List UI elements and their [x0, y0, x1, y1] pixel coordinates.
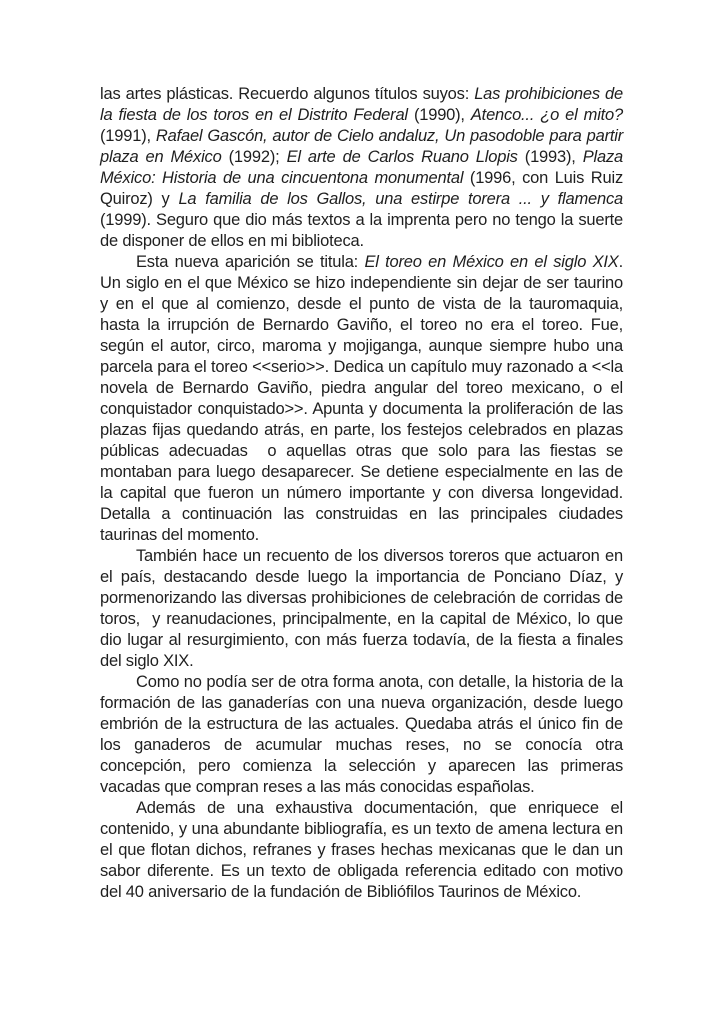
text-run: (1993), — [517, 148, 583, 166]
text-run: (1992); — [221, 148, 287, 166]
text-run: Como no podía ser de otra forma anota, con detalle, la historia de la formación de las ganaderías con una nueva organización, desde luego embrión de la estructura de las actuales. Quedaba atrás el único fin de los ganaderos de acumular muchas reses, no se conocía otra concepción, pero comienza la selección y aparecen las primeras vacadas que compran reses a las más conocidas españolas. — [100, 673, 628, 796]
text-run: (1991), — [100, 106, 628, 145]
italic-text-run: Rafael Gascón, autor de Cielo andaluz, Un pasodoble para partir plaza en México — [100, 127, 628, 166]
text-run: Además de una exhaustiva documentación, que enriquece el contenido, y una abundante bibliografía, es un texto de amena lectura en el que flotan dichos, refranes y frases hechas mexicanas que le dan un sabor diferente. Es un texto de obligada referencia editado con motivo del 40 aniversario de la fundación de Bibliófilos Taurinos de México. — [100, 799, 628, 901]
document-body — [100, 84, 628, 903]
text-run: . Un siglo en el que México se hizo independiente sin dejar de ser taurino y en el que al comienzo, desde el punto de vista de la tauromaquia, hasta la irrupción de Bernardo Gaviño, el toreo no era el toreo. Fue, según el autor, circo, maroma y mojiganga, aunque siempre hubo una parcela para el toreo <<serio>>. Dedica un capítulo muy razonado a <<la novela de Bernardo Gaviño, piedra angular del toreo mexicano, o el conquistador conquistado>>. Apunta y documenta la proliferación de las plazas fijas quedando atrás, en parte, los festejos celebrados en plazas públicas adecuadas o aquellas otras que solo para las fiestas se montaban para luego desaparecer. Se detiene especialmente en las de la capital que fueron un número importante y con diversa longevidad. Detalla a continuación las construidas en las principales ciudades taurinas del momento. — [100, 253, 628, 544]
italic-text-run: La familia de los Gallos, una estirpe torera ... y flamenca — [178, 190, 624, 208]
italic-text-run: El toreo en México en el siglo XIX — [364, 253, 619, 271]
text-run: las artes plásticas. Recuerdo algunos títulos suyos: — [100, 85, 475, 103]
text-run: También hace un recuento de los diversos toreros que actuaron en el país, destacando desde luego la importancia de Ponciano Díaz, y pormenorizando las diversas prohibiciones de celebración de corridas de toros, y reanudaciones, principalmente, en la capital de México, lo que dio lugar al resurgimiento, con más fuerza todavía, de la fiesta a finales del siglo XIX. — [100, 547, 628, 670]
paragraph-conclusion — [100, 798, 628, 903]
italic-text-run: El arte de Carlos Ruano Llopis — [286, 148, 518, 166]
paragraph-toreros — [100, 546, 628, 672]
text-run: (1996, con Luis Ruiz Quiroz) y — [100, 169, 628, 208]
italic-text-run: Atenco... ¿o el mito? — [470, 106, 623, 124]
paragraph-titles-list — [100, 84, 628, 252]
italic-text-run: Plaza México: Historia de una cincuentona monumental — [100, 148, 628, 187]
paragraph-ganaderias — [100, 672, 628, 798]
italic-text-run: Las prohibiciones de la fiesta de los toros en el Distrito Federal — [100, 85, 628, 124]
text-run: Esta nueva aparición se titula: — [136, 253, 365, 271]
text-run: (1990), — [407, 106, 471, 124]
paragraph-nueva-aparicion — [100, 252, 628, 546]
text-run: (1999). Seguro que dio más textos a la imprenta pero no tengo la suerte de disponer de ellos en mi biblioteca. — [100, 190, 628, 250]
